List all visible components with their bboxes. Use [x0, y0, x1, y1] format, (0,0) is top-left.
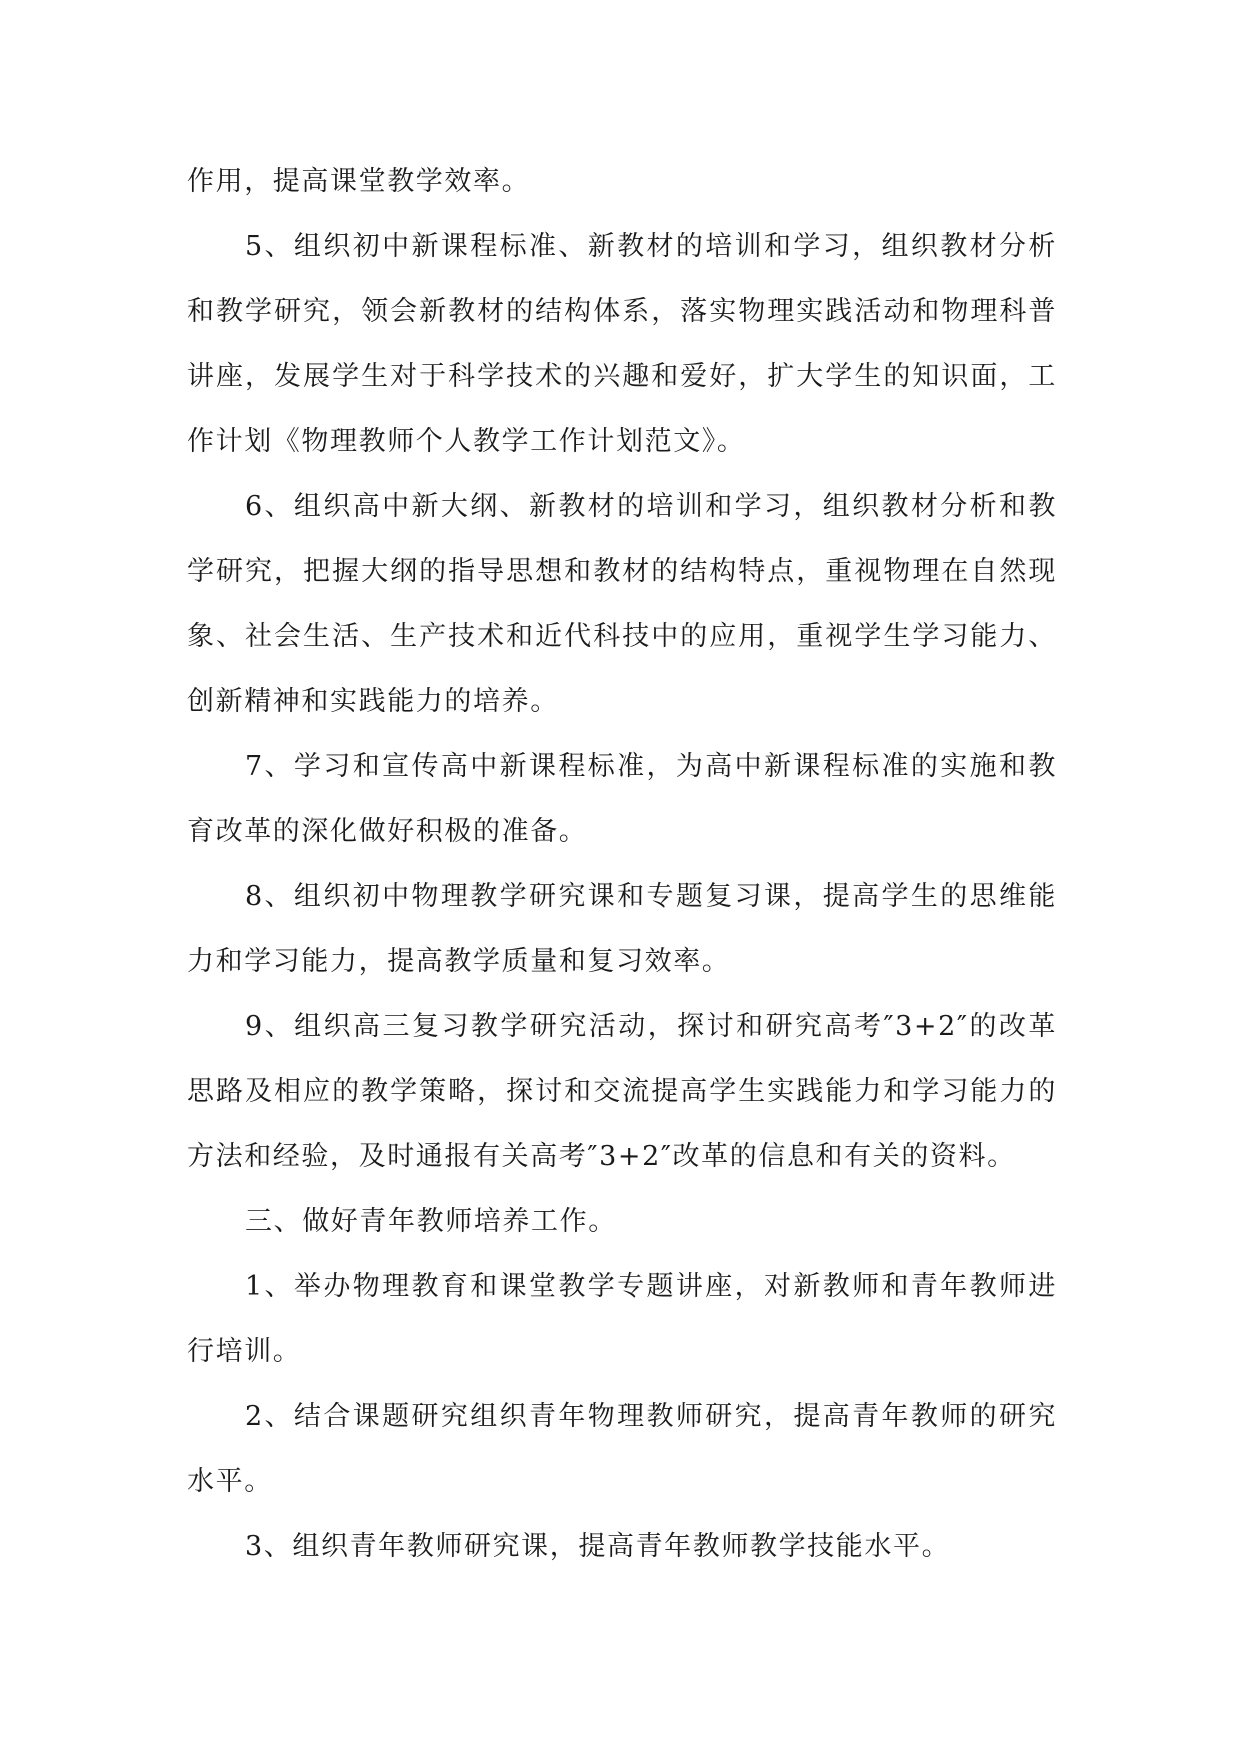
- paragraph-section3-item-2: 2、结合课题研究组织青年物理教师研究，提高青年教师的研究水平。: [187, 1401, 1057, 1497]
- paragraph-item-8: 8、组织初中物理教学研究课和专题复习课，提高学生的思维能力和学习能力，提高教学质量和复习效率。: [187, 881, 1057, 977]
- section-heading-3: 三、做好青年教师培养工作。: [245, 1206, 617, 1237]
- paragraph-item-6: 6、组织高中新大纲、新教材的培训和学习，组织教材分析和教学研究，把握大纲的指导思想和教材的结构特点，重视物理在自然现象、社会生活、生产技术和近代科技中的应用，重视学生学习能力、创新精神和实践能力的培养。: [187, 491, 1057, 717]
- paragraph-item-9: 9、组织高三复习教学研究活动，探讨和研究高考″3+2″的改革思路及相应的教学策略，探讨和交流提高学生实践能力和学习能力的方法和经验，及时通报有关高考″3+2″改革的信息和有关的资料。: [187, 1011, 1057, 1172]
- paragraph-item-5: 5、组织初中新课程标准、新教材的培训和学习，组织教材分析和教学研究，领会新教材的结构体系，落实物理实践活动和物理科普讲座，发展学生对于科学技术的兴趣和爱好，扩大学生的知识面，工作计划《物理教师个人教学工作计划范文》。: [187, 231, 1057, 457]
- paragraph-item-7: 7、学习和宣传高中新课程标准，为高中新课程标准的实施和教育改革的深化做好积极的准备。: [187, 751, 1057, 847]
- paragraph-section3-item-3: 3、组织青年教师研究课，提高青年教师教学技能水平。: [245, 1531, 951, 1562]
- document-body: [187, 149, 1057, 1579]
- paragraph-section3-item-1: 1、举办物理教育和课堂教学专题讲座，对新教师和青年教师进行培训。: [187, 1271, 1057, 1367]
- paragraph-continuation: 作用，提高课堂教学效率。: [187, 166, 531, 197]
